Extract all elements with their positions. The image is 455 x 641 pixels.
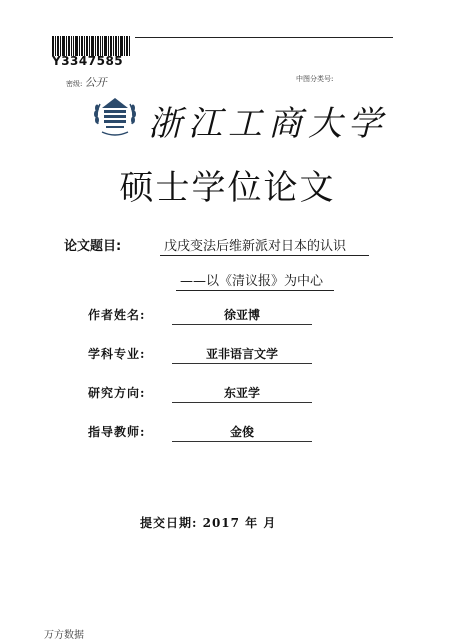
submission-date: 提交日期: 2017 年 月 xyxy=(140,516,277,530)
thesis-title: 戊戌变法后维新派对日本的认识 xyxy=(160,235,369,256)
footer-watermark: 万方数据 xyxy=(44,630,84,641)
secrecy-level xyxy=(66,74,107,90)
author-label: 作者姓名: xyxy=(88,308,146,322)
thesis-title-label: 论文题目: xyxy=(64,239,122,254)
university-name: 浙江工商大学 xyxy=(148,104,388,144)
author-value: 徐亚博 xyxy=(172,306,312,325)
thesis-subtitle: ——以《清议报》为中心 xyxy=(176,270,334,291)
secrecy-value: 公开 xyxy=(84,76,107,89)
research-direction-value: 东亚学 xyxy=(172,384,312,403)
barcode-number: Y3347585 xyxy=(52,54,124,68)
supervisor-value: 金俊 xyxy=(172,423,312,442)
header-rule xyxy=(135,37,393,38)
major-label: 学科专业: xyxy=(88,347,146,361)
university-logo-icon xyxy=(92,94,138,138)
research-direction-label: 研究方向: xyxy=(88,386,146,400)
major-value: 亚非语言文学 xyxy=(172,345,312,364)
supervisor-label: 指导教师: xyxy=(88,425,146,439)
secrecy-label: 密级: xyxy=(66,80,83,88)
clc-number: 中图分类号: xyxy=(296,75,334,83)
barcode xyxy=(52,36,130,56)
degree-title: 硕士学位论文 xyxy=(119,168,336,208)
